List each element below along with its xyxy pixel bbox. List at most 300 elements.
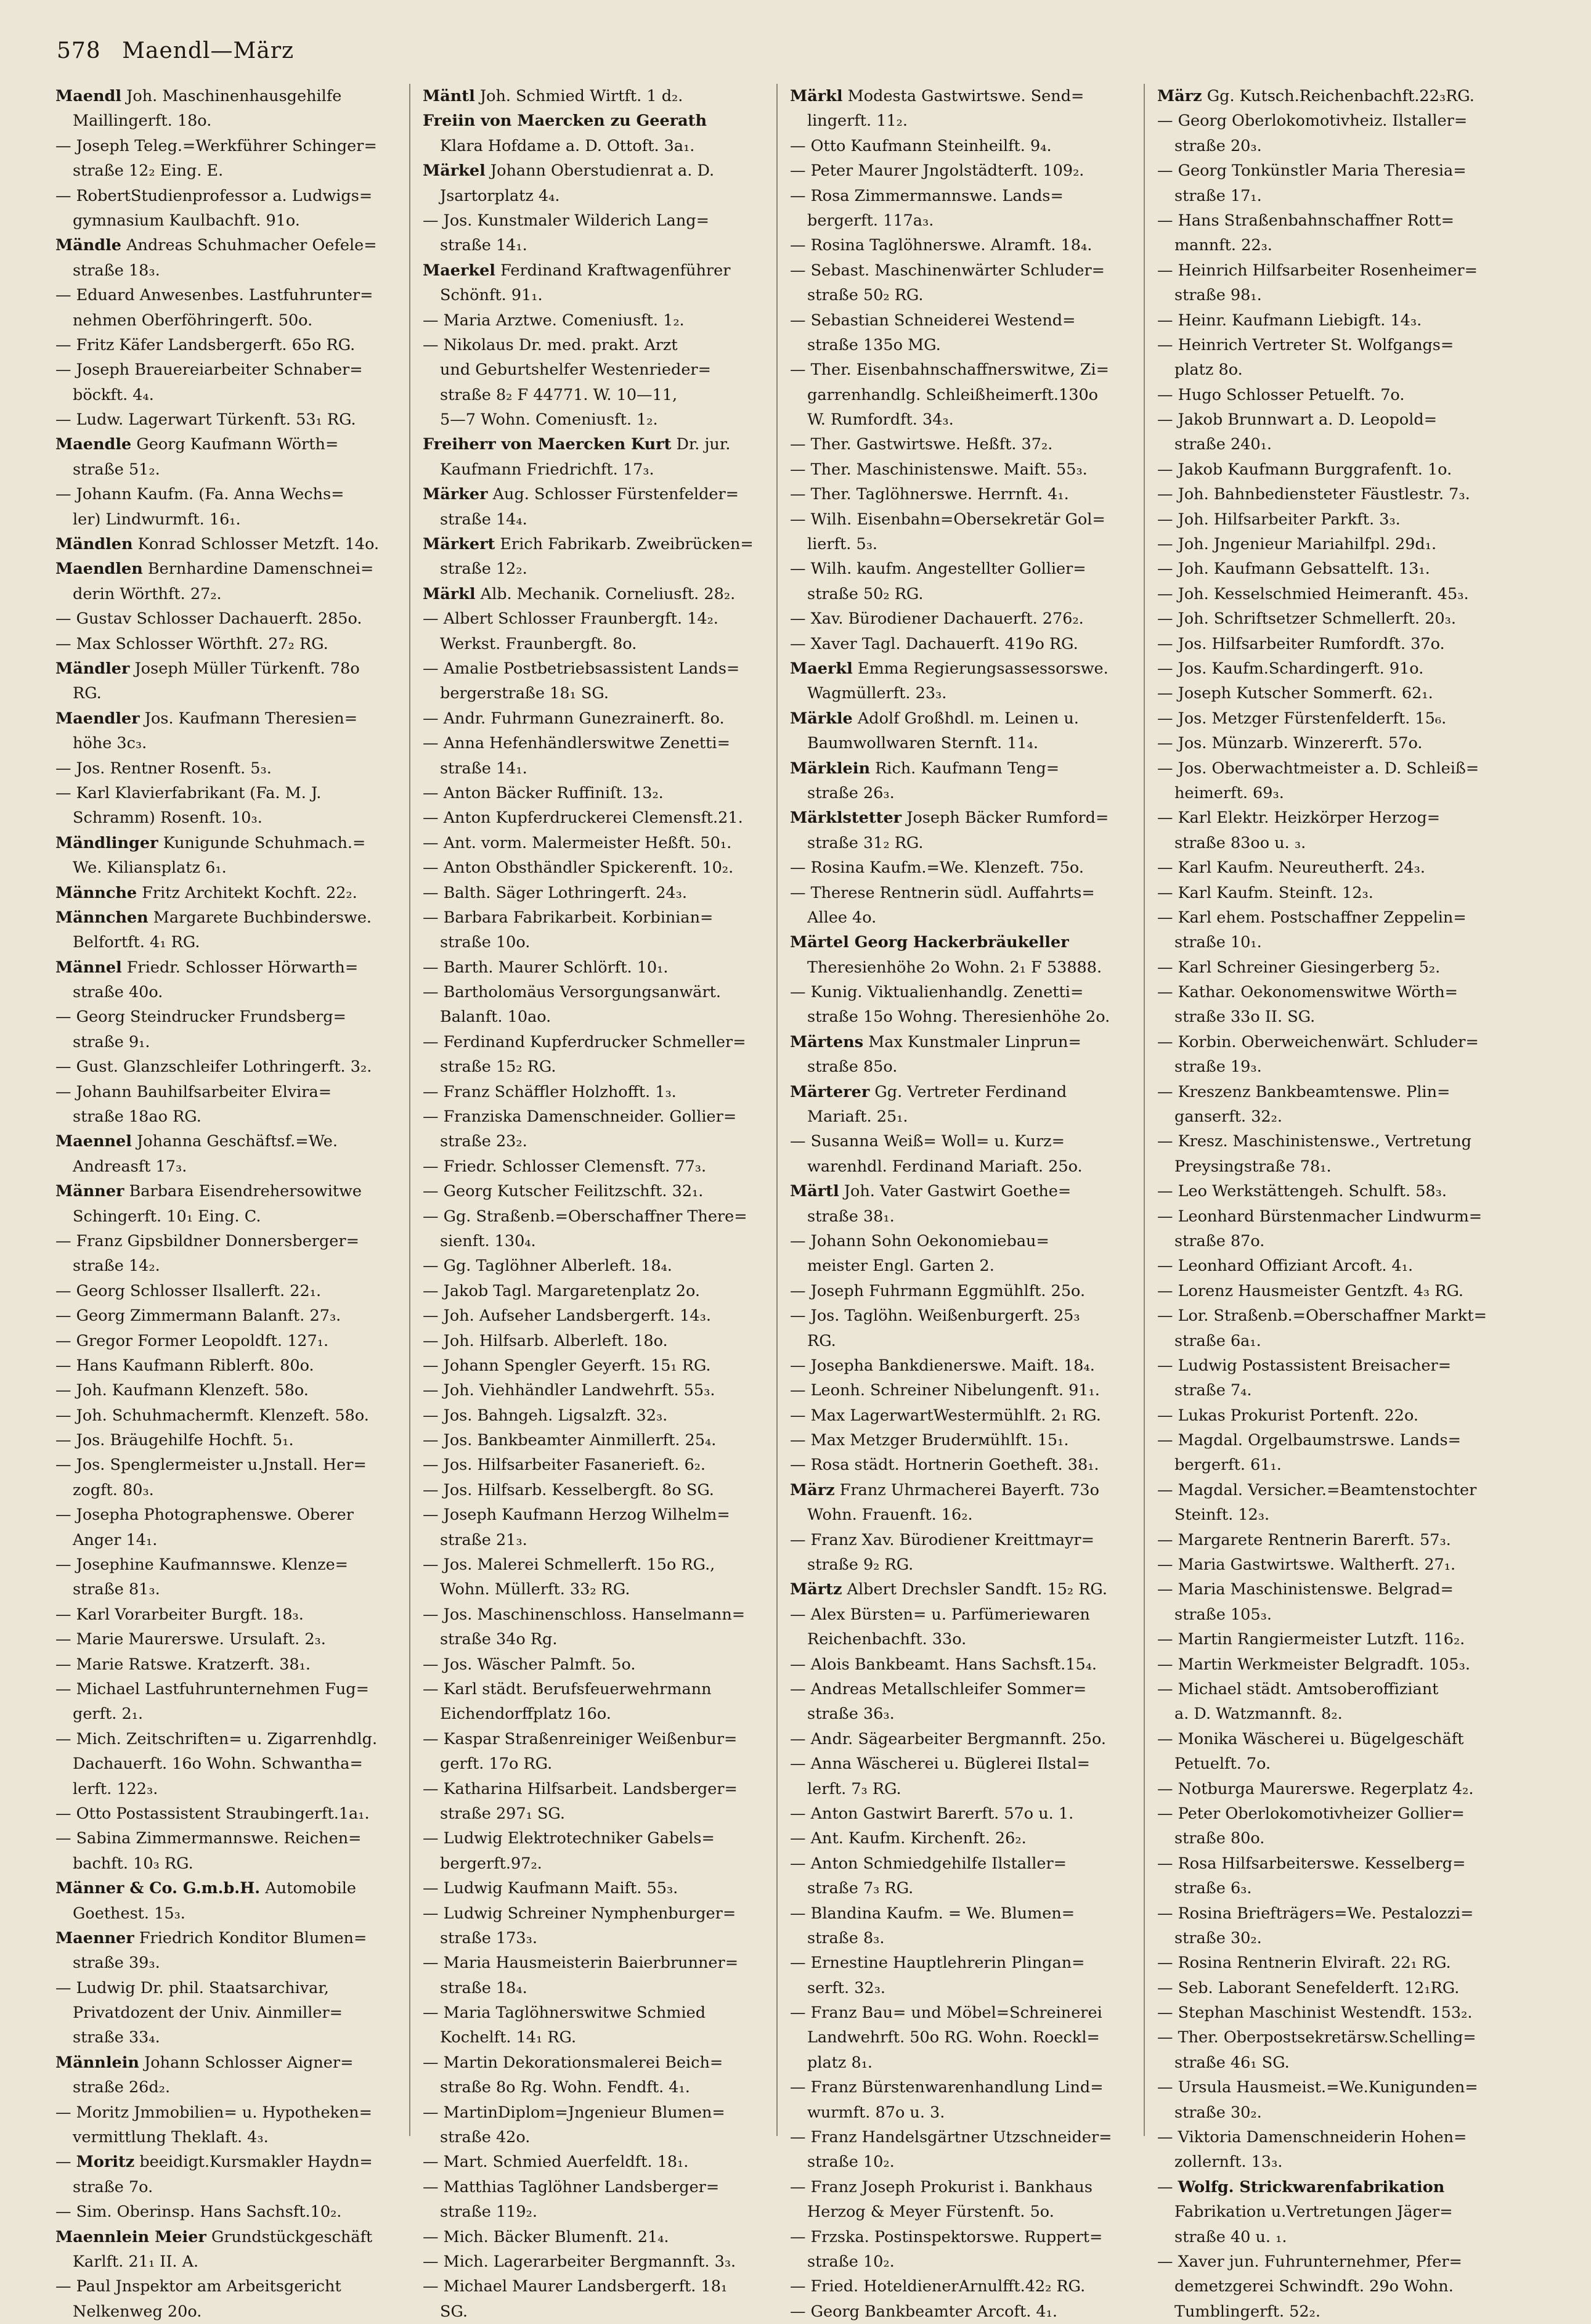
directory-line: Märtel Georg Hackerbräukeller [790,933,1069,952]
directory-line: — Joseph Kutscher Sommerft. 62₁. [1157,684,1433,703]
directory-line: warenhdl. Ferdinand Mariaft. 25o. [807,1157,1083,1176]
directory-line: straße 7₄. [1174,1381,1252,1400]
directory-line: Privatdozent der Univ. Ainmiller= [73,2004,343,2023]
directory-line: — Franz Handelsgärtner Utzschneider= [790,2128,1112,2147]
directory-line: — Franziska Damenschneider. Gollier= [423,1107,737,1127]
directory-line: — Xaver jun. Fuhrunternehmer, Pfer= [1157,2252,1462,2271]
directory-line: — Josepha Bankdienerswe. Maift. 18₄. [790,1356,1095,1375]
directory-line: — Stephan Maschinist Westendft. 153₂. [1157,2004,1473,2023]
directory-line: straße 17₁. [1174,186,1262,205]
directory-line: Goethest. 15₃. [73,1904,185,1923]
directory-line: — Jos. Hilfsarb. Kesselbergft. 8o SG. [423,1480,714,1499]
directory-line: — Anton Kupferdruckerei Clemensft.21. [423,809,743,828]
directory-line: straße 20₃. [1174,136,1262,155]
directory-line: — Katharina Hilfsarbeit. Landsberger= [423,1779,738,1798]
running-title: Maendl—März [122,38,295,63]
directory-line: — Josephine Kaufmannswe. Klenze= [55,1555,349,1575]
directory-line: — Michael Lastfuhrunternehmen Fug= [55,1680,369,1698]
directory-line: straße 10o. [440,933,531,952]
directory-line: — Lorenz Hausmeister Gentzft. 4₃ RG. [1157,1281,1464,1300]
directory-line: — Leonh. Schreiner Nibelungenft. 91₁. [790,1381,1100,1400]
directory-line: — Lukas Prokurist Portenft. 22o. [1157,1406,1418,1425]
directory-line: März Gg. Kutsch.Reichenbachft.22₃RG. [1157,87,1475,105]
directory-line: — Alex Bürsten= u. Parfümeriewaren [790,1605,1090,1624]
directory-line: Mändlinger Kunigunde Schuhmach.= [55,833,366,852]
directory-line: straße 10₂. [807,2252,895,2271]
directory-line: platz 8o. [1174,361,1243,380]
directory-line: straße 30₂. [1174,1928,1262,1947]
directory-line: straße 119₂. [440,2203,537,2222]
directory-line: Baumwollwaren Sternft. 11₄. [807,734,1038,753]
directory-line: 5—7 Wohn. Comeniusft. 1₂. [440,410,658,430]
directory-line: — Jos. Taglöhn. Weißenburgerft. 25₃ [790,1307,1080,1326]
directory-line: — Rosa Zimmermannswe. Lands= [790,186,1064,205]
directory-line: Märkl Alb. Mechanik. Corneliusft. 28₂. [423,584,736,603]
directory-line: — Anna Wäscherei u. Büglerei Ilstal= [790,1755,1090,1774]
directory-line: SG. [440,2302,468,2321]
directory-line: Allee 4o. [807,908,877,927]
directory-line: — Lor. Straßenb.=Oberschaffner Markt= [1157,1307,1487,1326]
directory-line: Wohn. Müllerft. 33₂ RG. [440,1580,630,1599]
directory-line: — Anton Bäcker Ruffiniſt. 13₂. [423,783,664,802]
directory-line: gerft. 2₁. [73,1705,144,1724]
directory-line: — Gust. Glanzschleifer Lothringerft. 3₂. [55,1058,372,1077]
directory-line: — Heinr. Kaufmann Liebigft. 14₃. [1157,311,1422,330]
directory-line: straße 18₃. [73,261,160,280]
directory-line: — Ludwig Elektrotechniker Gabels= [423,1829,715,1848]
directory-line: — Ludwig Kaufmann Maift. 55₃. [423,1879,678,1898]
directory-line: — Leonhard Bürstenmacher Lindwurm= [1157,1207,1483,1226]
directory-line: — Anna Hefenhändlerswitwe Zenetti= [423,734,730,753]
directory-line: straße 39₃. [73,1954,160,1973]
directory-line: — Leo Werkstättengeh. Schulft. 58₃. [1157,1182,1447,1201]
directory-line: Männel Friedr. Schlosser Hörwarth= [55,958,359,977]
directory-line: wurmft. 87o u. 3. [807,2103,945,2122]
directory-line: Maerkl Emma Regierungsassessorswe. [790,659,1109,678]
directory-line: sienft. 130₄. [440,1231,536,1250]
directory-line: straße 33o II. SG. [1174,1008,1316,1027]
directory-line: — Sebastian Schneiderei Westend= [790,311,1076,330]
directory-line: — Ernestine Hauptlehrerin Plingan= [790,1954,1085,1973]
directory-line: — Ludwig Schreiner Nymphenburger= [423,1904,736,1923]
directory-line: — Franz Gipsbildner Donnersberger= [55,1231,359,1250]
directory-line: — Heinrich Hilfsarbeiter Rosenheimer= [1157,261,1478,280]
directory-line: — Jos. Metzger Fürstenfelderft. 15₆. [1157,709,1447,728]
directory-line: — Jos. Bahngeh. Ligsalzft. 32₃. [423,1406,668,1425]
directory-line: nehmen Oberföhringerft. 50o. [73,311,313,330]
directory-line: Schingerft. 10₁ Eing. C. [73,1207,261,1226]
directory-line: — Friedr. Schlosser Clemensft. 77₃. [423,1157,707,1176]
directory-line: Klara Hofdame a. D. Ottoft. 3a₁. [440,136,695,155]
directory-line: — Jos. Münzarb. Winzererft. 57o. [1157,734,1423,753]
directory-line: straße 15o Wohng. Theresienhöhe 2o. [807,1008,1110,1027]
directory-line: — Georg Steindrucker Frundsberg= [55,1008,346,1027]
directory-line: — Andr. Sägearbeiter Bergmannft. 25o. [790,1729,1106,1748]
directory-line: — Ther. Gastwirtswe. Heßft. 37₂. [790,435,1053,454]
directory-line: — Karl städt. Berufsfeuerwehrmann [423,1680,712,1698]
directory-line: — Maria Hausmeisterin Baierbrunner= [423,1954,739,1973]
directory-line: Eichendorffplatz 16o. [440,1705,611,1724]
directory-line: straße 87o. [1174,1231,1265,1250]
directory-line: straße 297₁ SG. [440,1804,565,1823]
directory-line: — Matthias Taglöhner Landsberger= [423,2177,720,2196]
directory-line: vermittlung Theklaft. 4₃. [73,2128,269,2147]
directory-line: — Karl Kaufm. Steinft. 12₃. [1157,883,1373,902]
directory-line: Märkl Modesta Gastwirtswe. Send= [790,87,1084,105]
directory-line: — Jakob Brunnwart a. D. Leopold= [1157,410,1438,430]
directory-line: — Paul Jnspektor am Arbeitsgericht [55,2277,341,2296]
directory-line: — Joh. Jngenieur Mariahilfpl. 29d₁. [1157,535,1437,554]
directory-line: straße 80o. [1174,1829,1265,1848]
directory-line: — Jos. Rentner Rosenft. 5₃. [55,759,272,778]
column-divider [1144,84,1145,2136]
directory-line: — Marie Ratswe. Kratzerft. 38₁. [55,1655,311,1674]
directory-line: ler) Lindwurmft. 16₁. [73,510,241,529]
directory-line: Mariaft. 25₁. [807,1107,908,1127]
directory-line: — Max Schlosser Wörthft. 27₂ RG. [55,634,328,653]
directory-line: Maerkel Ferdinand Kraftwagenführer [423,261,731,280]
directory-line: demetzgerei Schwindft. 29o Wohn. [1174,2277,1454,2296]
directory-line: Märkle Adolf Großhdl. m. Leinen u. [790,709,1079,728]
directory-line: straße 10₂. [807,2153,895,2172]
directory-line: — Maria Maschinistenswe. Belgrad= [1157,1580,1454,1599]
directory-line: Mändlen Konrad Schlosser Metzft. 14o. [55,535,380,554]
directory-line: — Xaver Tagl. Dachauerft. 419o RG. [790,634,1078,653]
directory-line: — Franz Xav. Bürodiener Kreittmayr= [790,1530,1095,1549]
directory-line: — Gg. Straßenb.=Oberschaffner There= [423,1207,747,1226]
directory-line: Mäntl Joh. Schmied Wirtft. 1 d₂. [423,87,683,105]
directory-line: Maendler Jos. Kaufmann Theresien= [55,709,358,728]
directory-line: Märklein Rich. Kaufmann Teng= [790,759,1060,778]
directory-line: — Rosina Briefträgers=We. Pestalozzi= [1157,1904,1474,1923]
directory-line: Preysingstraße 78₁. [1174,1157,1332,1176]
directory-line: — Moritz Jmmobilien= u. Hypotheken= [55,2103,372,2122]
column-divider [776,84,778,2136]
directory-line: — Franz Bau= und Möbel=Schreinerei [790,2004,1102,2023]
directory-line: — Joh. Viehhändler Landwehrft. 55₃. [423,1381,715,1400]
directory-line: — Johann Spengler Geyerft. 15₁ RG. [423,1356,711,1375]
directory-line: straße 40 u. ₁. [1174,2227,1287,2246]
directory-line: platz 8₁. [807,2053,873,2072]
directory-line: straße 85o. [807,1058,898,1077]
column-divider [409,84,410,2136]
directory-line: — Joseph Fuhrmann Eggmühlft. 25o. [790,1281,1086,1300]
directory-line: straße 9₁. [73,1032,150,1051]
directory-line: — Johann Kaufm. (Fa. Anna Wechs= [55,485,344,504]
directory-line: — Rosa Hilfsarbeiterswe. Kesselberg= [1157,1854,1466,1873]
directory-line: straße 7o. [73,2177,153,2196]
directory-line: — Kreszenz Bankbeamtenswe. Plin= [1157,1082,1451,1101]
directory-line: — Kunig. Viktualienhandlg. Zenetti= [790,983,1084,1002]
directory-line: — Andreas Metallschleifer Sommer= [790,1680,1087,1698]
directory-line: straße 50₂ RG. [807,584,924,603]
directory-line: Maendlen Bernhardine Damenschnei= [55,560,374,579]
directory-line: — Franz Schäffler Holzhofft. 1₃. [423,1082,677,1101]
directory-line: bergerft. 61₁. [1174,1456,1282,1475]
directory-line: — Wilh. Eisenbahn=Obersekretär Gol= [790,510,1105,529]
directory-line: — Nikolaus Dr. med. prakt. Arzt [423,335,678,354]
directory-line: straße 36₃. [807,1705,895,1724]
directory-line: — Monika Wäscherei u. Bügelgeschäft [1157,1729,1464,1748]
directory-line: — Karl Klavierfabrikant (Fa. M. J. [55,783,322,802]
directory-line: — Fried. HoteldienerArnulfft.42₂ RG. [790,2277,1086,2296]
directory-line: — Hans Kaufmann Riblerft. 80o. [55,1356,314,1375]
directory-line: Männer Barbara Eisendrehersowitwe [55,1182,362,1201]
directory-line: — Ferdinand Kupferdrucker Schmeller= [423,1032,746,1051]
directory-line: Maennel Johanna Geschäftsf.=We. [55,1132,338,1151]
directory-line: straße 135o MG. [807,335,941,354]
directory-line: Wagmüllerft. 23₃. [807,684,947,703]
directory-line: — Joh. Schuhmachermft. Klenzeft. 58o. [55,1406,369,1425]
directory-line: Freiin von Maercken zu Geerath [423,112,707,131]
directory-line: — Anton Obsthändler Spickerenft. 10₂. [423,858,734,878]
directory-line: Nelkenweg 20o. [73,2302,202,2321]
directory-line: RG. [73,684,102,703]
directory-line: — Georg Oberlokomotivheiz. Ilstaller= [1157,112,1468,131]
directory-line: straße 8₃. [807,1928,885,1947]
directory-line: Herzog & Meyer Fürstenft. 5o. [807,2203,1054,2222]
directory-line: — Michael städt. Amtsoberoffiziant [1157,1680,1439,1698]
directory-line: — Amalie Postbetriebsassistent Lands= [423,659,740,678]
directory-line: Maendle Georg Kaufmann Wörth= [55,435,339,454]
directory-column-4 [1157,84,1490,2321]
directory-line: — Heinrich Vertreter St. Wolfgangs= [1157,335,1454,354]
directory-line: — Anton Gastwirt Barerft. 57o u. 1. [790,1804,1074,1823]
directory-line: straße 240₁. [1174,435,1272,454]
directory-line: — Peter Maurer Jngolstädterft. 109₂. [790,161,1084,181]
directory-line: höhe 3c₃. [73,734,147,753]
directory-line: — Joh. Aufseher Landsbergerft. 14₃. [423,1307,711,1326]
directory-line: Maenner Friedrich Konditor Blumen= [55,1928,367,1947]
directory-line: lerft. 7₃ RG. [807,1779,901,1798]
directory-line: — Johann Sohn Oekonomiebau= [790,1231,1049,1250]
directory-line: — Josepha Photographenswe. Oberer [55,1506,354,1525]
directory-line: Reichenbachft. 33o. [807,1630,967,1649]
directory-line: We. Kiliansplatz 6₁. [73,858,227,878]
directory-line: Männlein Johann Schlosser Aigner= [55,2053,354,2072]
directory-line: — Frzska. Postinspektorswe. Ruppert= [790,2227,1103,2246]
directory-line: bergerft. 117a₃. [807,211,934,230]
directory-line: — Otto Postassistent Straubingerft.1a₁. [55,1804,370,1823]
directory-line: straße 98₁. [1174,286,1262,305]
directory-line: Märtz Albert Drechsler Sandft. 15₂ RG. [790,1580,1108,1599]
directory-line: lerft. 122₃. [73,1779,158,1798]
directory-line: straße 6₃. [1174,1879,1252,1898]
directory-line: straße 51₂. [73,460,160,479]
directory-line: — Andr. Fuhrmann Gunezrainerft. 8o. [423,709,725,728]
directory-line: mannft. 22₃. [1174,236,1272,255]
directory-line: — Martin Dekorationsmalerei Beich= [423,2053,723,2072]
directory-line: Belfortft. 4₁ RG. [73,933,200,952]
directory-line: straße 12₂. [440,560,527,579]
directory-line: bergerstraße 18₁ SG. [440,684,609,703]
directory-line: straße 42o. [440,2128,531,2147]
directory-line: Dachauerft. 16o Wohn. Schwantha= [73,1755,363,1774]
directory-line: straße 40o. [73,983,163,1002]
directory-line: — Marie Maurerswe. Ursulaft. 2₃. [55,1630,326,1649]
directory-line: — Jos. Hilfsarbeiter Rumfordft. 37o. [1157,634,1445,653]
directory-line: — Kaspar Straßenreiniger Weißenbur= [423,1729,738,1748]
directory-line: straße 21₃. [440,1530,527,1549]
directory-line: — Joseph Kaufmann Herzog Wilhelm= [423,1506,730,1525]
directory-line: Balanft. 10ao. [440,1008,551,1027]
directory-line: ganserft. 32₂. [1174,1107,1282,1127]
directory-line: straße 26₃. [807,783,895,802]
directory-line: — Karl Schreiner Giesingerberg 5₂. [1157,958,1441,977]
directory-line: — Viktoria Damenschneiderin Hohen= [1157,2128,1467,2147]
directory-line: — Max Metzger Bruderмühlft. 15₁. [790,1431,1069,1450]
directory-line: — RobertStudienprofessor a. Ludwigs= [55,186,373,205]
directory-line: straße 6a₁. [1174,1331,1261,1350]
directory-line: — Peter Oberlokomotivheizer Gollier= [1157,1804,1465,1823]
directory-line: straße 10₁. [1174,933,1262,952]
directory-line: — Gg. Taglöhner Alberleft. 18₄. [423,1257,672,1276]
directory-line: straße 18₄. [440,1978,527,1997]
directory-line: — Jos. Wäscher Palmft. 5o. [423,1655,636,1674]
directory-line: — Jos. Oberwachtmeister a. D. Schleiß= [1157,759,1479,778]
directory-line: a. D. Watzmannft. 8₂. [1174,1705,1343,1724]
directory-line: — Joh. Bahnbediensteter Fäustlestr. 7₃. [1157,485,1470,504]
directory-line: — Sebast. Maschinenwärter Schluder= [790,261,1105,280]
directory-line: — Bartholomäus Versorgungsanwärt. [423,983,722,1002]
directory-line: straße 23₂. [440,1132,527,1151]
directory-line: — Anton Schmiedgehilfe Ilstaller= [790,1854,1067,1873]
directory-line: — Franz Joseph Prokurist i. Bankhaus [790,2177,1093,2196]
directory-line: Werkst. Fraunbergft. 8o. [440,634,637,653]
directory-line: Kaufmann Friedrichft. 17₃. [440,460,654,479]
directory-line: — Notburga Maurerswe. Regerplatz 4₂. [1157,1779,1474,1798]
directory-column-3 [790,84,1123,2321]
directory-line: lierft. 5₃. [807,535,878,554]
directory-line: — Alois Bankbeamt. Hans Sachsft.15₄. [790,1655,1097,1674]
directory-line: straße 46₁ SG. [1174,2053,1290,2072]
directory-line: — MartinDiplom=Jngenieur Blumen= [423,2103,725,2122]
directory-line: straße 18ao RG. [73,1107,201,1127]
directory-line: straße 34o Rg. [440,1630,558,1649]
directory-line: straße 14₄. [440,510,527,529]
directory-line: — Maria Arztwe. Comeniusft. 1₂. [423,311,685,330]
directory-line: — Gregor Former Leopoldft. 127₁. [55,1331,329,1350]
directory-line: — Mart. Schmied Auerfeldft. 18₁. [423,2153,689,2172]
directory-line: — Joh. Kaufmann Gebsattelft. 13₁. [1157,560,1430,579]
directory-line: — Barbara Fabrikarbeit. Korbinian= [423,908,714,927]
directory-line: — Therese Rentnerin südl. Auffahrts= [790,883,1095,902]
directory-line: — Wilh. kaufm. Angestellter Gollier= [790,560,1086,579]
directory-line: — Wolfg. Strickwarenfabrikation [1157,2177,1445,2196]
directory-line: straße 50₂ RG. [807,286,924,305]
directory-line: gymnasium Kaulbachft. 91o. [73,211,300,230]
directory-line: Theresienhöhe 2o Wohn. 2₁ F 53888. [807,958,1102,977]
directory-line: — Joh. Kaufmann Klenzeft. 58o. [55,1381,309,1400]
directory-line: bergerft.97₂. [440,1854,542,1873]
directory-line: — Georg Schlosser Ilsallerft. 22₁. [55,1281,322,1300]
directory-line: straße 14₂. [73,1257,160,1276]
page-header [57,38,294,63]
directory-line: Mändler Joseph Müller Türkenft. 78o [55,659,360,678]
directory-line: — Susanna Weiß= Woll= u. Kurz= [790,1132,1065,1151]
directory-line: Andreasft 17₃. [73,1157,187,1176]
directory-line: — Max LagerwartWestermühlft. 2₁ RG. [790,1406,1101,1425]
directory-line: — Hugo Schlosser Petuelft. 7o. [1157,385,1405,404]
page-number: 578 [57,38,101,63]
directory-line: straße 14₁. [440,236,527,255]
directory-line: Märker Aug. Schlosser Fürstenfelder= [423,485,739,504]
directory-line: straße 31₂ RG. [807,833,924,852]
directory-line: Maendl Joh. Maschinenhausgehilfe [55,87,342,105]
directory-line: straße 33₄. [73,2028,160,2047]
directory-line: — Barth. Maurer Schlörft. 10₁. [423,958,669,977]
directory-line: — Leonhard Offiziant Arcoft. 4₁. [1157,1257,1414,1276]
directory-line: — Mich. Lagerarbeiter Bergmannft. 3₃. [423,2252,736,2271]
directory-line: straße 38₁. [807,1207,895,1226]
directory-line: Anger 14₁. [73,1530,158,1549]
directory-line: — Jos. Kaufm.Schardingerft. 91o. [1157,659,1424,678]
directory-line: — Jos. Hilfsarbeiter Fasanerieft. 6₂. [423,1456,706,1475]
directory-line: — Ther. Maschinistenswe. Maift. 55₃. [790,460,1088,479]
directory-line: — Sim. Oberinsp. Hans Sachsft.10₂. [55,2203,342,2222]
directory-line: Männer & Co. G.m.b.H. Automobile [55,1879,356,1898]
directory-line: — Hans Straßenbahnschaffner Rott= [1157,211,1455,230]
directory-line: — Georg Zimmermann Balanft. 27₃. [55,1307,341,1326]
directory-line: — Ludw. Lagerwart Türkenft. 53₁ RG. [55,410,356,430]
directory-line: Mändle Andreas Schuhmacher Oefele= [55,236,377,255]
directory-line: — Johann Bauhilfsarbeiter Elvira= [55,1082,332,1101]
directory-line: straße 81₃. [73,1580,160,1599]
directory-line: — Mich. Bäcker Blumenft. 21₄. [423,2227,669,2246]
directory-column-1 [55,84,388,2321]
directory-line: — Gustav Schlosser Dachauerft. 285o. [55,610,362,629]
directory-line: Fabrikation u.Vertretungen Jäger= [1174,2203,1453,2222]
directory-line: Märklstetter Joseph Bäcker Rumford= [790,809,1109,828]
directory-column-2 [423,84,755,2321]
directory-line: — Karl Elektr. Heizkörper Herzog= [1157,809,1441,828]
directory-line: — Seb. Laborant Senefelderft. 12₁RG. [1157,1978,1460,1997]
directory-line: bachft. 10₃ RG. [73,1854,193,1873]
directory-line: — Moritz beeidigt.Kursmakler Haydn= [55,2153,373,2172]
directory-line: straße 15₂ RG. [440,1058,556,1077]
directory-line: — Joseph Brauereiarbeiter Schnaber= [55,361,363,380]
directory-line: straße 9₂ RG. [807,1555,914,1575]
directory-line: derin Wörthft. 27₂. [73,584,222,603]
directory-line: RG. [807,1331,836,1350]
directory-line: — Jakob Kaufmann Burggrafenft. 1o. [1157,460,1452,479]
directory-line: — Karl ehem. Postschaffner Zeppelin= [1157,908,1467,927]
directory-line: und Geburtshelfer Westenrieder= [440,361,711,380]
directory-line: — Karl Kaufm. Neureutherft. 24₃. [1157,858,1425,878]
directory-line: — Joh. Hilfsarbeiter Parkft. 3₃. [1157,510,1401,529]
directory-line: straße 30₂. [1174,2103,1262,2122]
directory-line: lingerft. 11₂. [807,112,908,131]
directory-line: — Sabina Zimmermannswe. Reichen= [55,1829,362,1848]
directory-line: Männche Fritz Architekt Kochft. 22₂. [55,883,357,902]
directory-line: — Joh. Kesselschmied Heimeranft. 45₃. [1157,584,1469,603]
directory-line: Steinft. 12₃. [1174,1506,1270,1525]
directory-line: straße 8₂ F 44771. W. 10—11, [440,385,678,404]
directory-line: straße 14₁. [440,759,527,778]
directory-line: — Karl Vorarbeiter Burgft. 18₃. [55,1605,304,1624]
directory-line: — Martin Rangiermeister Lutzft. 116₂. [1157,1630,1465,1649]
directory-line: — Ludwig Postassistent Breisacher= [1157,1356,1452,1375]
directory-line: — Otto Kaufmann Steinheilft. 9₄. [790,136,1052,155]
directory-line: — Georg Bankbeamter Arcoft. 4₁. [790,2302,1057,2321]
directory-line: zogft. 80₃. [73,1480,154,1499]
directory-line: Märkel Johann Oberstudienrat a. D. [423,161,715,181]
directory-line: — Jos. Malerei Schmellerft. 15o RG., [423,1555,715,1575]
directory-line: — Michael Maurer Landsbergerft. 18₁ [423,2277,728,2296]
directory-line: — Rosina Rentnerin Elviraft. 22₁ RG. [1157,1954,1451,1973]
directory-line: Maennlein Meier Grundstückgeschäft [55,2227,373,2246]
directory-line: — Georg Tonkünstler Maria Theresia= [1157,161,1467,181]
